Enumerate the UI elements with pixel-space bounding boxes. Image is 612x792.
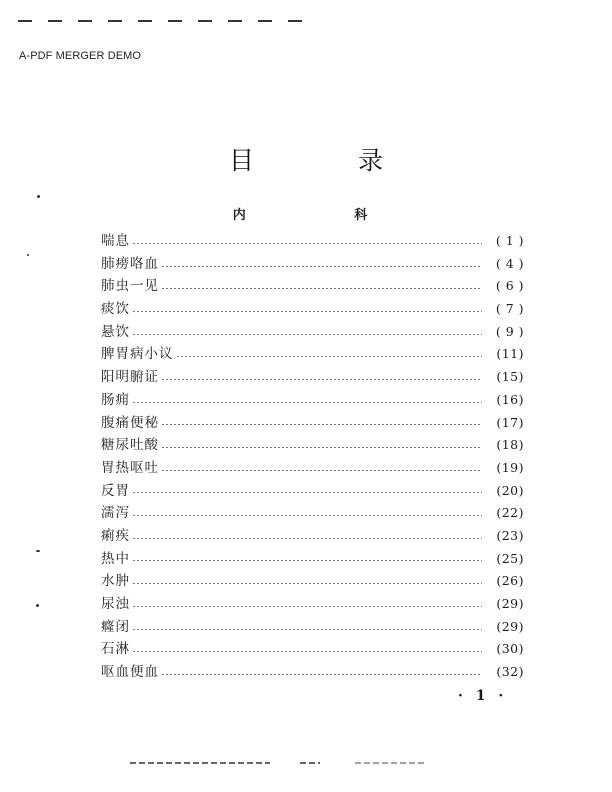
toc-entry — [101, 479, 524, 502]
toc-dot-leader — [132, 583, 482, 584]
toc-entry-page: (15) — [496, 369, 524, 385]
toc-entry-title: 腹痛便秘 — [101, 414, 159, 431]
toc-entry-page: ( 6 ) — [495, 278, 524, 294]
toc-entry-title: 胃热呕吐 — [101, 459, 159, 476]
scan-noise — [355, 762, 425, 764]
toc-entry-page: (19) — [496, 459, 524, 475]
toc-entry-title: 呕血便血 — [101, 664, 159, 681]
toc-entry-page: (25) — [496, 550, 524, 566]
toc-dot-leader — [132, 560, 482, 561]
toc-dot-leader — [132, 492, 482, 493]
toc-entry-title: 尿浊 — [101, 596, 130, 612]
toc-entry-page: (29) — [496, 596, 524, 611]
section-heading: 内 科 — [232, 208, 420, 223]
toc-entry-title: 反胃 — [101, 482, 130, 499]
toc-entry-page: (32) — [496, 664, 524, 680]
page-number: · 1 · — [458, 688, 508, 704]
toc-dot-leader — [132, 334, 482, 335]
toc-dot-leader — [161, 379, 482, 380]
toc-dot-leader — [161, 470, 482, 471]
toc-entry-title: 痢疾 — [101, 527, 130, 544]
toc-entry-title: 喘息 — [101, 233, 130, 249]
toc-dot-leader — [161, 674, 482, 675]
toc-dot-leader — [132, 538, 482, 539]
toc-entry — [101, 456, 524, 479]
toc-dot-leader — [132, 402, 482, 403]
toc-entry-page: (23) — [496, 527, 524, 543]
toc-entry — [101, 615, 524, 638]
toc-entry — [101, 365, 524, 388]
toc-entry-title: 热中 — [101, 550, 130, 567]
toc-entry-title: 阳明腑证 — [101, 369, 159, 386]
toc-entry — [101, 592, 524, 615]
toc-entry-page: (20) — [496, 482, 524, 498]
table-of-contents — [101, 229, 524, 683]
toc-dot-leader — [132, 629, 482, 630]
watermark-label: A-PDF MERGER DEMO — [19, 50, 142, 62]
toc-entry — [101, 342, 524, 365]
toc-entry — [101, 501, 524, 524]
toc-dot-leader — [176, 356, 483, 357]
toc-entry-title: 石淋 — [101, 641, 130, 658]
toc-dot-leader — [161, 447, 482, 448]
toc-entry-page: (29) — [496, 618, 524, 634]
toc-entry — [101, 524, 524, 547]
toc-dot-leader — [132, 311, 482, 312]
toc-dot-leader — [132, 515, 482, 516]
page-title: 目 录 — [229, 146, 431, 175]
toc-dot-leader — [161, 424, 482, 425]
toc-entry-page: (16) — [496, 391, 524, 407]
toc-entry — [101, 637, 524, 660]
toc-entry-title: 肺虫一见 — [101, 278, 159, 295]
scan-speck — [36, 604, 39, 607]
toc-entry-page: ( 1 ) — [495, 233, 524, 248]
toc-entry — [101, 229, 524, 252]
scan-speck — [27, 254, 29, 256]
scan-speck — [36, 550, 40, 552]
toc-entry-title: 濡泻 — [101, 505, 130, 522]
toc-entry — [101, 252, 524, 275]
toc-dot-leader — [161, 266, 482, 267]
toc-entry-page: (30) — [496, 641, 524, 657]
toc-entry-page: (26) — [496, 573, 524, 589]
toc-entry — [101, 297, 524, 320]
toc-dot-leader — [132, 606, 482, 607]
toc-entry-title: 肺痨咯血 — [101, 255, 159, 272]
toc-entry-title: 脾胃病小议 — [101, 346, 174, 363]
scan-noise — [300, 762, 320, 764]
toc-entry — [101, 411, 524, 434]
toc-entry — [101, 388, 524, 411]
scan-noise — [130, 762, 270, 764]
toc-entry-page: (18) — [496, 437, 524, 453]
toc-entry — [101, 660, 524, 683]
toc-entry — [101, 569, 524, 592]
toc-entry-title: 肠痈 — [101, 391, 130, 408]
toc-dot-leader — [161, 288, 482, 289]
top-dash-rule — [18, 10, 308, 22]
toc-entry — [101, 274, 524, 297]
toc-entry-title: 癃闭 — [101, 618, 130, 635]
toc-entry-page: ( 7 ) — [495, 301, 524, 317]
toc-entry-page: ( 4 ) — [495, 255, 524, 271]
toc-entry-page: (22) — [496, 505, 524, 521]
toc-entry-title: 水肿 — [101, 573, 130, 590]
toc-entry — [101, 547, 524, 570]
toc-entry-title: 悬饮 — [101, 323, 130, 340]
toc-entry-page: (17) — [496, 414, 524, 430]
toc-entry-page: (11) — [496, 346, 524, 362]
toc-entry-title: 糖尿吐酸 — [101, 437, 159, 454]
scan-speck — [37, 195, 40, 198]
toc-entry — [101, 320, 524, 343]
toc-dot-leader — [132, 651, 482, 652]
toc-entry — [101, 433, 524, 456]
toc-entry-title: 痰饮 — [101, 301, 130, 318]
toc-entry-page: ( 9 ) — [495, 323, 524, 339]
toc-dot-leader — [132, 243, 482, 244]
